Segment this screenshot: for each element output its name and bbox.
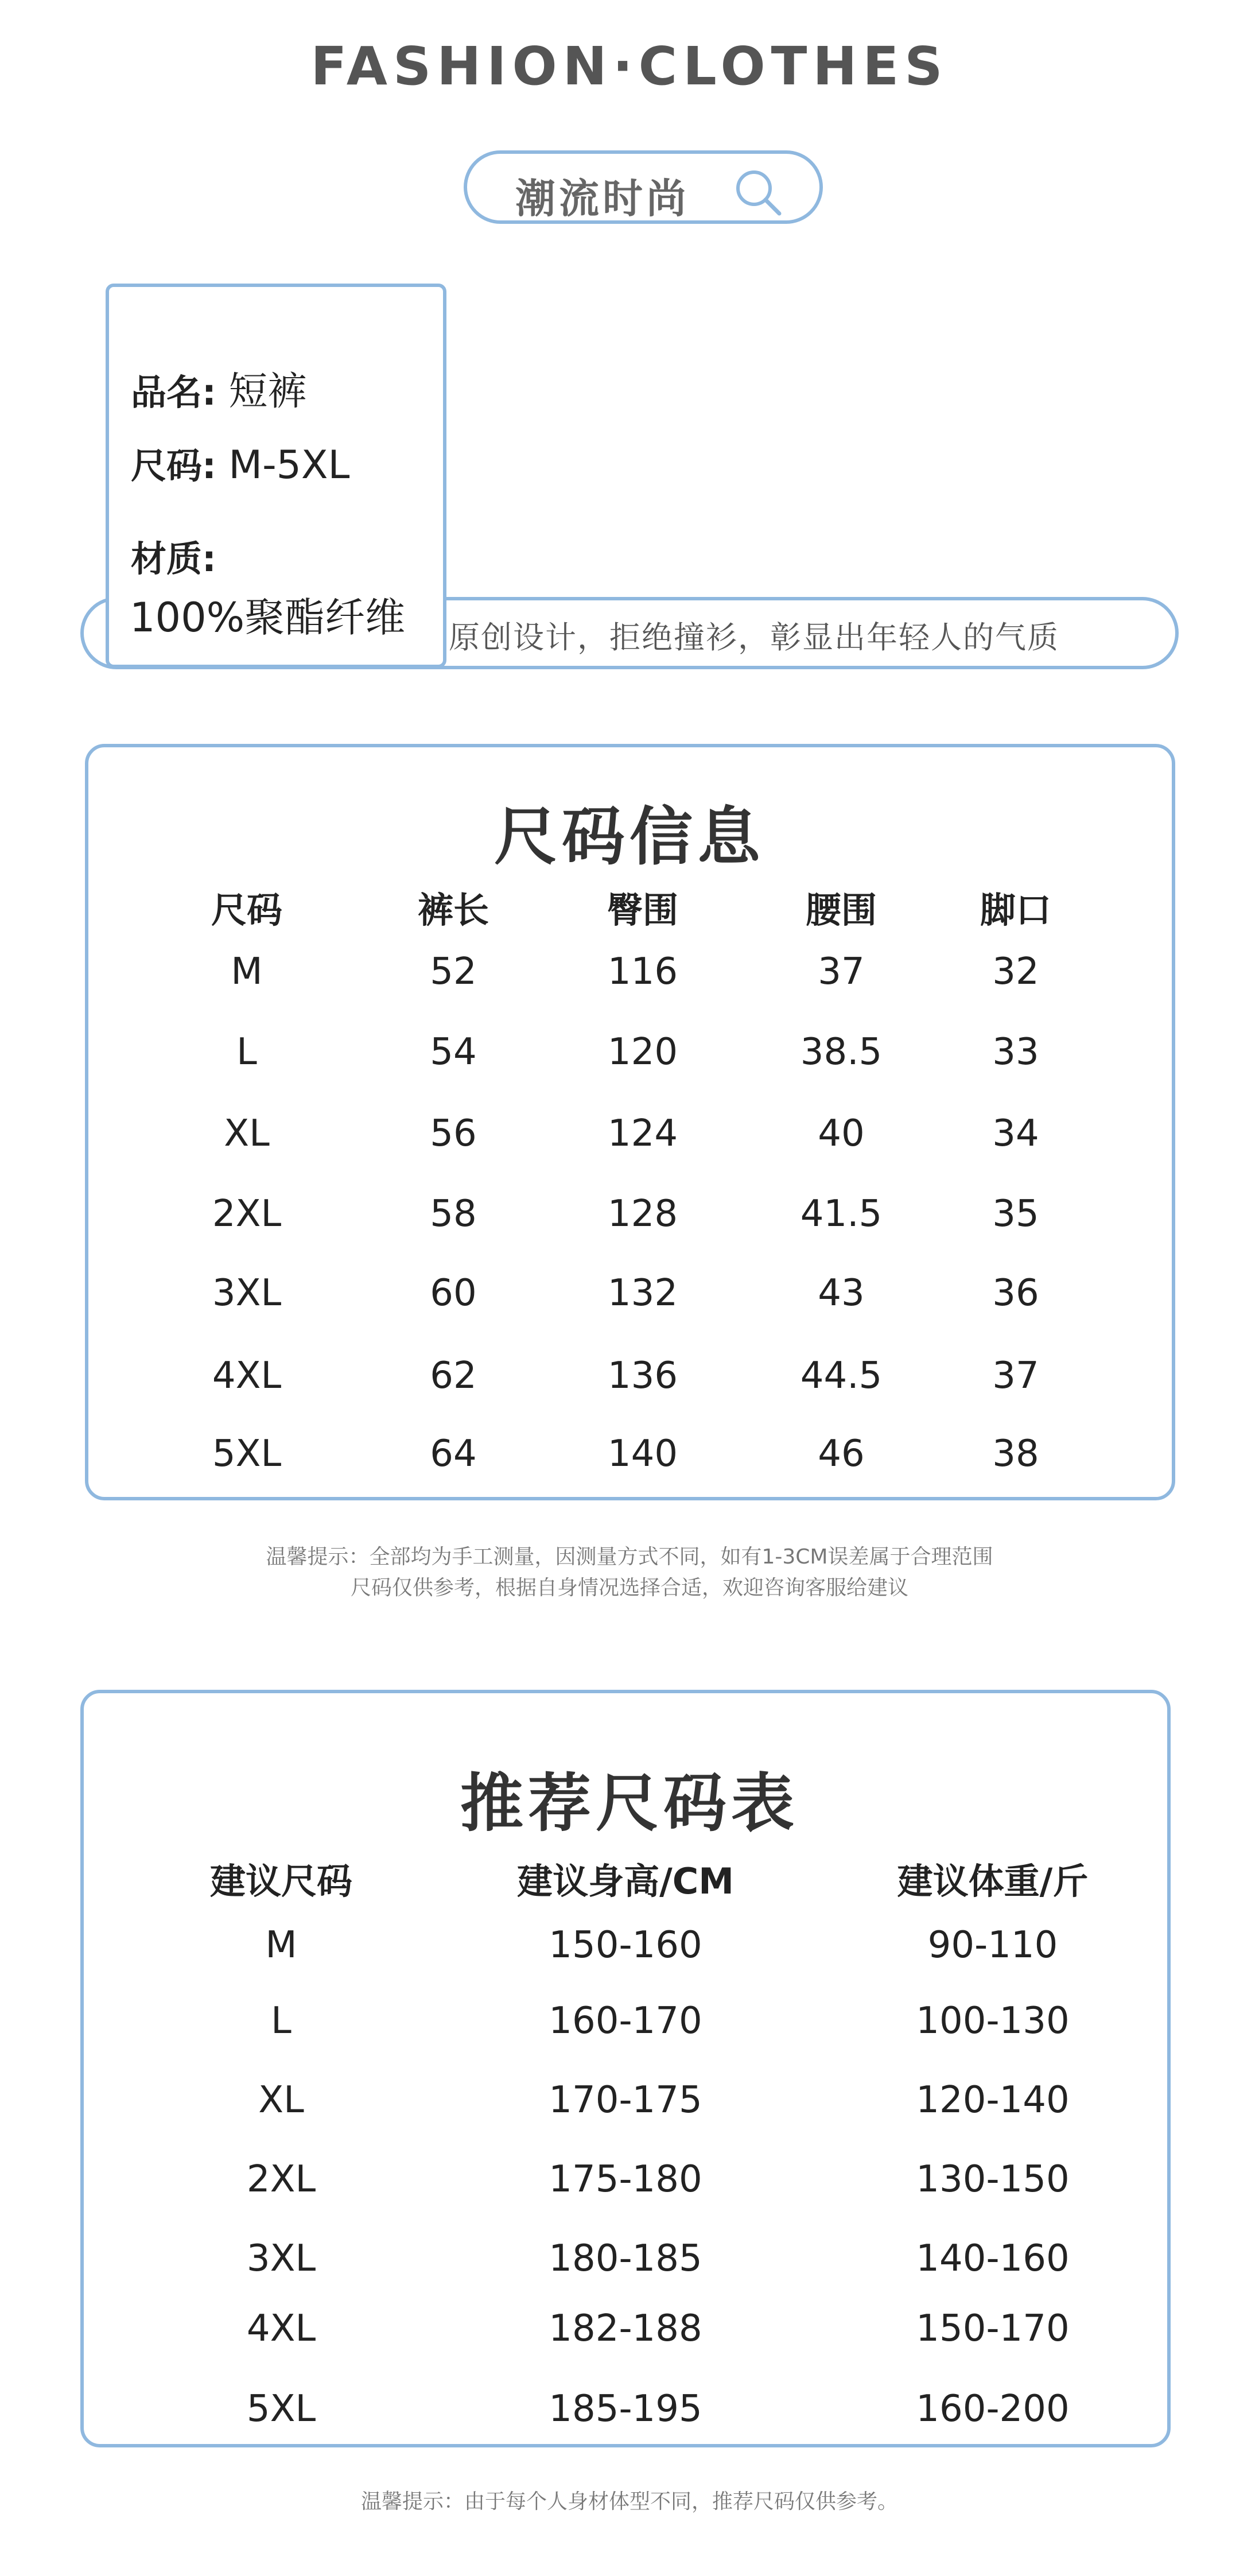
size-info-cell: 120: [607, 1031, 678, 1073]
size-info-cell: 40: [818, 1112, 865, 1155]
size-info-cell: 46: [818, 1433, 865, 1475]
size-info-cell: M: [231, 951, 263, 993]
slogan-text: 原创设计，拒绝撞衫，彰显出年轻人的气质: [449, 619, 1059, 655]
recommend-cell: 3XL: [246, 2237, 316, 2280]
product-size-value: M-5XL: [228, 443, 350, 488]
size-info-cell: 35: [992, 1193, 1039, 1235]
size-info-header-cell: 腰围: [805, 889, 877, 931]
recommend-cell: 160-170: [549, 2000, 702, 2042]
size-info-cell: 52: [430, 951, 477, 993]
size-info-header-cell: 臀围: [607, 889, 678, 931]
recommend-cell: 150-170: [916, 2307, 1070, 2350]
product-material-value: 100%聚酯纤维: [130, 594, 406, 641]
size-info-cell: 38.5: [800, 1031, 883, 1073]
recommend-cell: 140-160: [916, 2237, 1070, 2280]
recommend-cell: XL: [258, 2079, 304, 2121]
size-info-cell: L: [236, 1031, 257, 1073]
size-info-cell: 38: [992, 1433, 1039, 1475]
recommend-cell: 4XL: [246, 2307, 316, 2350]
recommend-cell: 150-160: [549, 1924, 702, 1966]
recommend-cell: 90-110: [927, 1924, 1058, 1966]
size-info-cell: 32: [992, 951, 1039, 993]
recommend-title: 推荐尺码表: [460, 1767, 799, 1840]
recommend-header-cell: 建议尺码: [209, 1860, 352, 1902]
recommend-cell: M: [265, 1924, 297, 1966]
recommend-cell: 185-195: [549, 2388, 702, 2430]
product-info-card: [106, 284, 446, 668]
size-info-cell: 116: [607, 951, 678, 993]
size-info-cell: 33: [992, 1031, 1039, 1073]
recommend-note: 温馨提示：由于每个人身材体型不同，推荐尺码仅供参考。: [360, 2490, 898, 2513]
recommend-cell: 2XL: [246, 2158, 316, 2201]
size-info-cell: 37: [992, 1355, 1039, 1397]
size-info-note-line1: 温馨提示：全部均为手工测量，因测量方式不同，如有1-3CM误差属于合理范围: [266, 1545, 993, 1569]
size-info-cell: 37: [818, 951, 865, 993]
size-info-cell: 54: [430, 1031, 477, 1073]
product-size-label: 尺码:: [131, 445, 216, 487]
size-info-cell: 44.5: [800, 1355, 883, 1397]
size-info-cell: 3XL: [212, 1272, 282, 1314]
size-info-cell: 128: [607, 1193, 678, 1235]
recommend-cell: 160-200: [916, 2388, 1070, 2430]
size-info-cell: XL: [224, 1112, 270, 1155]
size-info-cell: 41.5: [800, 1193, 883, 1235]
recommend-cell: 182-188: [549, 2307, 702, 2350]
size-info-cell: 62: [430, 1355, 477, 1397]
size-info-header-cell: 裤长: [417, 889, 489, 931]
size-info-cell: 5XL: [212, 1433, 282, 1475]
product-name-value: 短裤: [228, 369, 307, 414]
size-info-cell: 124: [607, 1112, 678, 1155]
size-info-note-line2: 尺码仅供参考，根据自身情况选择合适，欢迎咨询客服给建议: [350, 1576, 908, 1600]
search-icon: [732, 166, 784, 218]
size-info-cell: 43: [818, 1272, 865, 1314]
recommend-cell: 5XL: [246, 2388, 316, 2430]
size-info-header-cell: 尺码: [211, 889, 282, 931]
size-info-cell: 132: [607, 1272, 678, 1314]
size-info-cell: 136: [607, 1355, 678, 1397]
product-name-row: [131, 360, 306, 416]
fashion-tag-label: 潮流时尚: [515, 175, 690, 222]
product-name-label: 品名:: [131, 371, 216, 413]
brand-title: FASHION·CLOTHES: [310, 36, 949, 97]
recommend-cell: 120-140: [916, 2079, 1070, 2121]
size-info-cell: 140: [607, 1433, 678, 1475]
recommend-cell: 180-185: [549, 2237, 702, 2280]
size-info-cell: 36: [992, 1272, 1039, 1314]
recommend-cell: L: [271, 2000, 292, 2042]
recommend-header-cell: 建议身高/CM: [517, 1860, 734, 1902]
size-info-cell: 56: [430, 1112, 477, 1155]
size-info-cell: 60: [430, 1272, 477, 1314]
product-material-label-row: [131, 530, 216, 581]
recommend-cell: 170-175: [549, 2079, 702, 2121]
size-info-cell: 58: [430, 1193, 477, 1235]
recommend-cell: 130-150: [916, 2158, 1070, 2201]
size-info-cell: 64: [430, 1433, 477, 1475]
size-info-cell: 4XL: [212, 1355, 282, 1397]
product-size-row: [131, 437, 349, 488]
recommend-cell: 175-180: [549, 2158, 702, 2201]
recommend-header-cell: 建议体重/斤: [897, 1860, 1089, 1902]
size-info-cell: 2XL: [212, 1193, 282, 1235]
recommend-cell: 100-130: [916, 2000, 1070, 2042]
product-material-label: 材质:: [131, 538, 216, 580]
size-info-title: 尺码信息: [494, 800, 765, 874]
size-info-header-cell: 脚口: [980, 889, 1051, 931]
fashion-tag-pill: [464, 150, 823, 224]
size-info-cell: 34: [992, 1112, 1039, 1155]
